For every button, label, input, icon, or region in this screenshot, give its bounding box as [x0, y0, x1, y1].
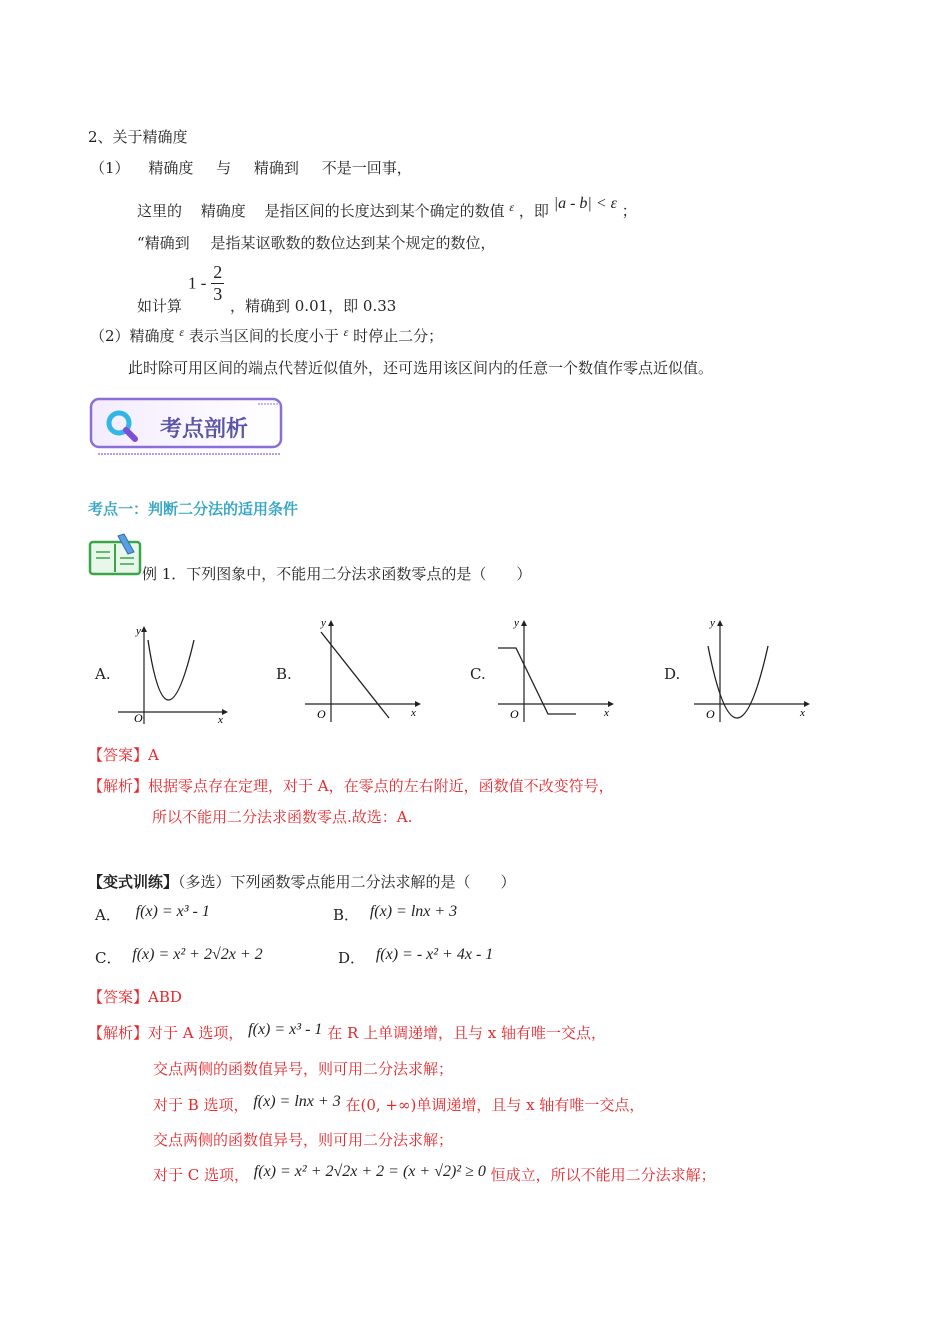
graph-d — [694, 612, 812, 728]
variant-question: 【变式训练】（多选）下列函数零点能用二分法求解的是（ ） — [88, 873, 516, 891]
book-pencil-icon — [88, 532, 142, 576]
x-label: x — [411, 707, 416, 719]
x-axis-arrow — [415, 701, 421, 707]
variant-option-a: A． f(x) = x³ - 1 — [95, 903, 210, 924]
x-axis-arrow — [222, 709, 228, 715]
curve — [148, 640, 194, 700]
variant-analysis-4: 交点两侧的函数值异号，则可用二分法求解； — [153, 1131, 454, 1149]
y-label: y — [321, 617, 326, 629]
example-analysis-2: 所以不能用二分法求函数零点.故选：A. — [152, 808, 413, 826]
x-label: x — [218, 714, 223, 726]
origin-label: O — [706, 707, 715, 721]
option-a-label: A. — [95, 665, 111, 683]
paragraph-4: 如计算 — [137, 297, 183, 315]
y-label: y — [514, 617, 519, 629]
option-b-label: B. — [276, 665, 292, 683]
x-axis-arrow — [608, 701, 614, 707]
section-banner — [88, 396, 288, 458]
origin-label: O — [317, 707, 326, 721]
variant-option-d: D． f(x) = - x² + 4x - 1 — [338, 946, 494, 967]
variant-analysis-5: 对于 C 选项， f(x) = x² + 2√2x + 2 = (x + √2)² ≥ 0 恒成立，所以不能用二分法求解； — [153, 1163, 716, 1184]
section-heading: 2、关于精确度 — [88, 128, 188, 146]
banner-title: 考点剖析 — [160, 417, 249, 442]
graph-b — [305, 612, 423, 728]
x-axis-arrow — [804, 701, 810, 707]
y-axis-arrow — [521, 620, 527, 626]
fraction-expression: 1 - $\frac{2}{3}$ — [188, 262, 223, 304]
option-d-label: D. — [664, 665, 681, 683]
variant-option-c: C． f(x) = x² + 2√2x + 2 — [95, 946, 263, 967]
graph-a — [118, 618, 228, 728]
paragraph-5: （2）精确度 $^\varepsilon$ 表示当区间的长度小于 $^\varepsilon$ 时停止二分； — [90, 325, 444, 345]
example-question: 例 1．下列图象中，不能用二分法求函数零点的是（ ） — [142, 565, 532, 583]
x-label: x — [800, 707, 805, 719]
example-analysis-1: 【解析】根据零点存在定理，对于 A，在零点的左右附近，函数值不改变符号， — [88, 777, 614, 795]
y-label: y — [136, 625, 141, 637]
curve — [708, 646, 768, 718]
y-axis-arrow — [717, 620, 723, 626]
origin-label: O — [510, 707, 519, 721]
paragraph-4-tail: ，精确到 0.01，即 0.33 — [230, 297, 397, 315]
variant-analysis-3: 对于 B 选项， f(x) = lnx + 3 在(0, +∞)单调递增，且与 x 轴有唯一交点， — [153, 1093, 645, 1114]
variant-answer: 【答案】ABD — [88, 988, 182, 1006]
paragraph-3: “精确到 是指某讴歌数的数位达到某个规定的数位， — [137, 234, 496, 252]
origin-label: O — [134, 711, 143, 725]
abs-formula: |a - b| < ε — [553, 195, 617, 212]
paragraph-1: （1） 精确度 与 精确到 不是一回事， — [90, 159, 412, 177]
paragraph-2: 这里的 精确度 是指区间的长度达到某个确定的数值 $^\varepsilon$ ，即 |a - b| < ε ； — [137, 195, 637, 220]
paragraph-6: 此时除可用区间的端点代替近似值外，还可选用该区间内的任意一个数值作零点近似值。 — [128, 359, 714, 377]
variant-option-b: B． f(x) = lnx + 3 — [333, 903, 458, 924]
search-icon — [104, 408, 140, 444]
variant-analysis-1: 【解析】对于 A 选项， f(x) = x³ - 1 在 R 上单调递增，且与 x 轴有唯一交点， — [88, 1021, 607, 1042]
graph-c — [498, 612, 616, 728]
y-axis-arrow — [328, 620, 334, 626]
option-c-label: C. — [470, 665, 486, 683]
example-answer: 【答案】A — [88, 746, 159, 764]
x-label: x — [604, 707, 609, 719]
kaodian-title: 考点一：判断二分法的适用条件 — [88, 500, 299, 518]
y-axis-arrow — [141, 626, 147, 632]
y-label: y — [710, 617, 715, 629]
variant-analysis-2: 交点两侧的函数值异号，则可用二分法求解； — [153, 1060, 454, 1078]
